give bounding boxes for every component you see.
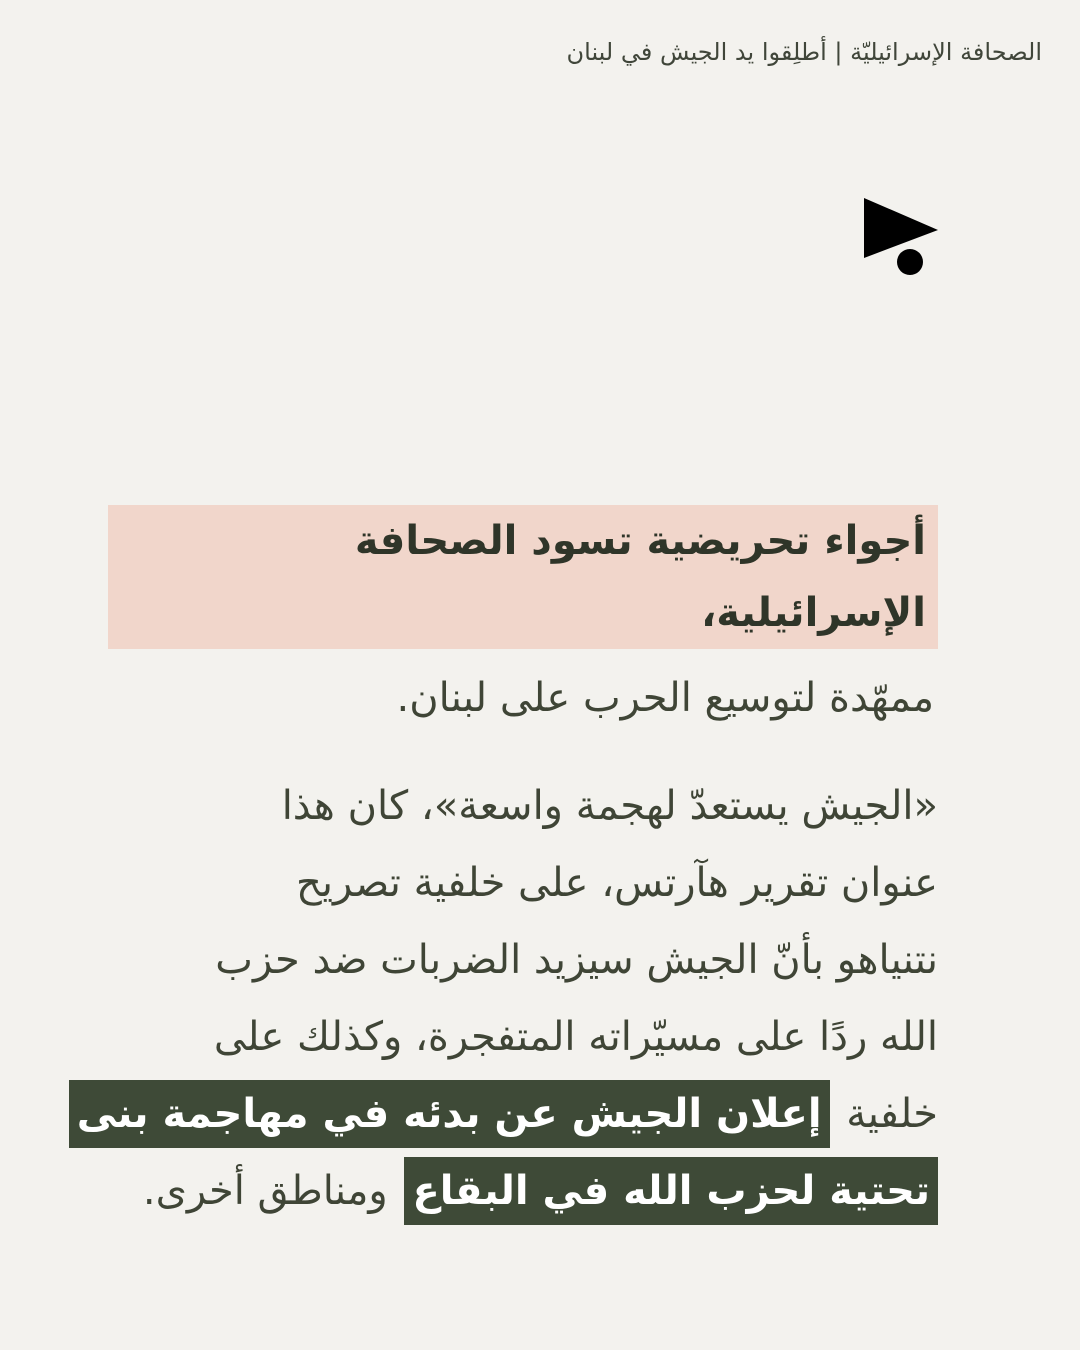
body-highlight: تحتية لحزب الله في البقاع bbox=[404, 1157, 938, 1225]
play-dot-logo-icon bbox=[862, 196, 940, 276]
headline-subtitle: ممهّدة لتوسيع الحرب على لبنان. bbox=[396, 675, 934, 721]
body-line-mixed bbox=[108, 1153, 938, 1230]
body-line-mixed bbox=[76, 1076, 938, 1153]
logo-dot bbox=[897, 249, 923, 275]
body-line: نتنياهو بأنّ الجيش سيزيد الضربات ضد حزب bbox=[215, 937, 938, 983]
headline bbox=[108, 505, 938, 736]
article-content bbox=[76, 505, 938, 1230]
body-highlight: إعلان الجيش عن بدئه في مهاجمة بنى bbox=[69, 1080, 830, 1148]
body-text-plain: ومناطق أخرى. bbox=[142, 1168, 388, 1214]
header-title: الصحافة الإسرائيليّة | أطلِقوا يد الجيش في لبنان bbox=[566, 38, 1042, 66]
body-line: «الجيش يستعدّ لهجمة واسعة»، كان هذا bbox=[281, 783, 938, 829]
body-line: الله ردًا على مسيّراته المتفجرة، وكذلك على bbox=[213, 1014, 938, 1060]
body-line: عنوان تقرير هآرتس، على خلفية تصريح bbox=[296, 860, 938, 906]
logo-triangle bbox=[864, 198, 938, 258]
body-paragraph bbox=[76, 768, 938, 1230]
headline-highlight: أجواء تحريضية تسود الصحافة الإسرائيلية، bbox=[108, 505, 938, 649]
body-text-plain: خلفية bbox=[846, 1091, 938, 1137]
